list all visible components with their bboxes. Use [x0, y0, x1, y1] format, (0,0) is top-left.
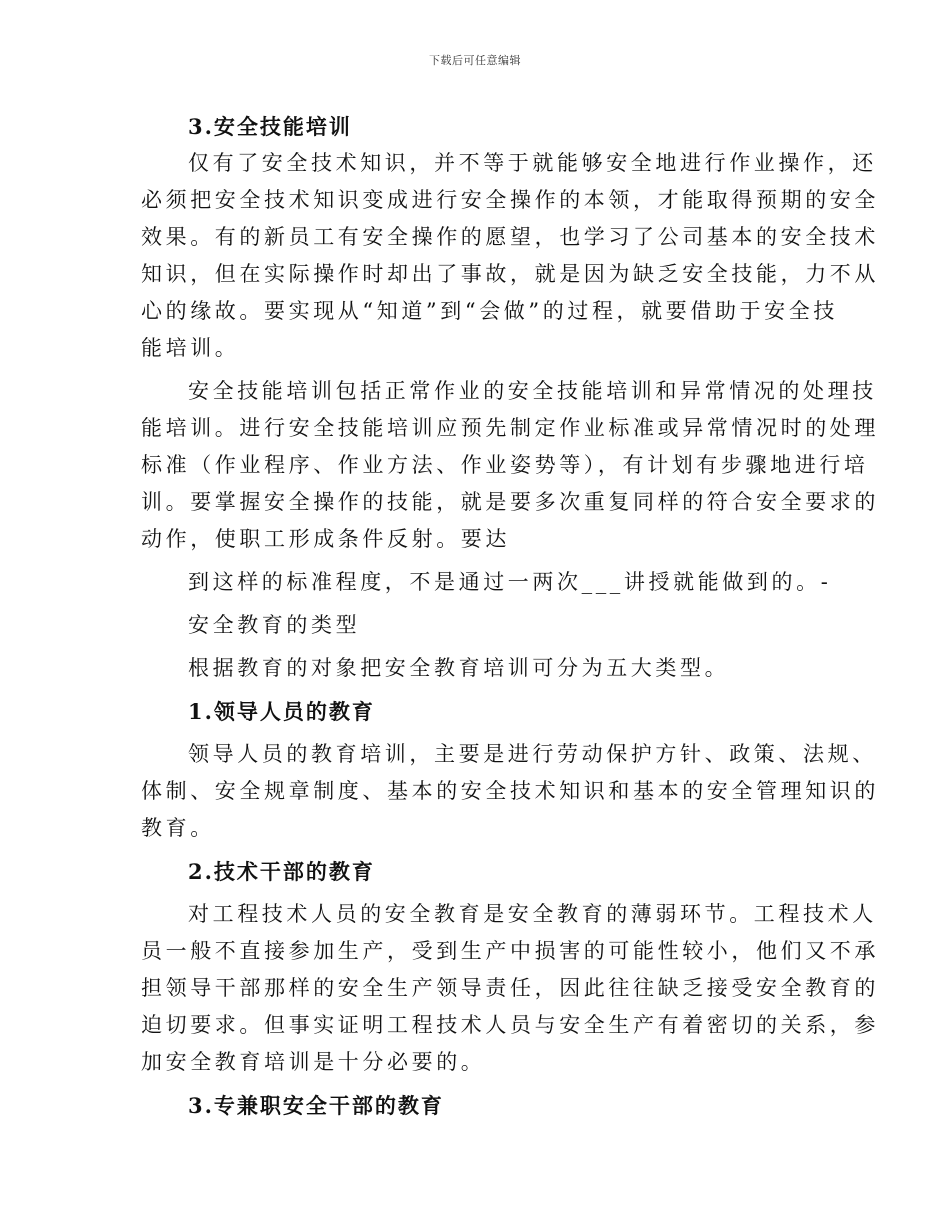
text-line: 标准（作业程序、作业方法、作业姿势等），有计划有步骤地进行培 [141, 453, 869, 477]
paragraph-education-types-title: 安全教育的类型 [188, 613, 361, 637]
page-header: 下载后可任意编辑 [429, 54, 521, 67]
text-line: 教育。 [141, 816, 215, 840]
text-line: 担领导干部那样的安全生产领导责任，因此往往缺乏接受安全教育的 [141, 976, 879, 1000]
text-line: 必须把安全技术知识变成进行安全操作的本领，才能取得预期的安全 [141, 188, 879, 212]
document-body [141, 108, 879, 1124]
text-line: 仅有了安全技术知识，并不等于就能够安全地进行作业操作，还 [188, 151, 877, 175]
text-line: 知识，但在实际操作时却出了事故，就是因为缺乏安全技能，力不从 [141, 262, 879, 286]
section-heading-leaders: 1.领导人员的教育 [188, 699, 375, 724]
text-line: 效果。有的新员工有安全操作的愿望，也学习了公司基本的安全技术 [141, 225, 879, 249]
paragraph-skills-intro [141, 145, 879, 367]
text-line: 能培训。 [141, 336, 240, 360]
text-line: 加安全教育培训是十分必要的。 [141, 1050, 486, 1074]
text-line: 训。要掌握安全操作的技能，就是要多次重复同样的符合安全要求的 [141, 490, 879, 514]
text-line: 心的缘故。要实现从“知道”到“会做”的过程，就要借助于安全技 [141, 299, 838, 323]
text-line: 对工程技术人员的安全教育是安全教育的薄弱环节。工程技术人 [188, 902, 877, 926]
text-line: 能培训。进行安全技能培训应预先制定作业标准或异常情况时的处理 [141, 416, 879, 440]
section-heading-technical-staff: 2.技术干部的教育 [188, 859, 375, 884]
text-line: 迫切要求。但事实证明工程技术人员与安全生产有着密切的关系，参 [141, 1013, 879, 1037]
text-line: 领导人员的教育培训，主要是进行劳动保护方针、政策、法规、 [188, 742, 877, 766]
text-line: 员一般不直接参加生产，受到生产中损害的可能性较小，他们又不承 [141, 939, 879, 963]
text-line: 体制、安全规章制度、基本的安全技术知识和基本的安全管理知识的 [141, 779, 879, 803]
paragraph-technical-staff [141, 896, 879, 1081]
paragraph-skills-content [141, 373, 879, 558]
text-line: 动作，使职工形成条件反射。要达 [141, 527, 510, 551]
paragraph-leaders [141, 736, 879, 847]
paragraph-education-types-intro: 根据教育的对象把安全教育培训可分为五大类型。 [188, 656, 730, 680]
paragraph-standard-level: 到这样的标准程度，不是通过一两次___讲授就能做到的。- [188, 570, 832, 594]
section-heading-safety-officers: 3.专兼职安全干部的教育 [188, 1093, 444, 1118]
section-heading-skills: 3.安全技能培训 [188, 114, 352, 139]
text-line: 安全技能培训包括正常作业的安全技能培训和异常情况的处理技 [188, 379, 877, 403]
